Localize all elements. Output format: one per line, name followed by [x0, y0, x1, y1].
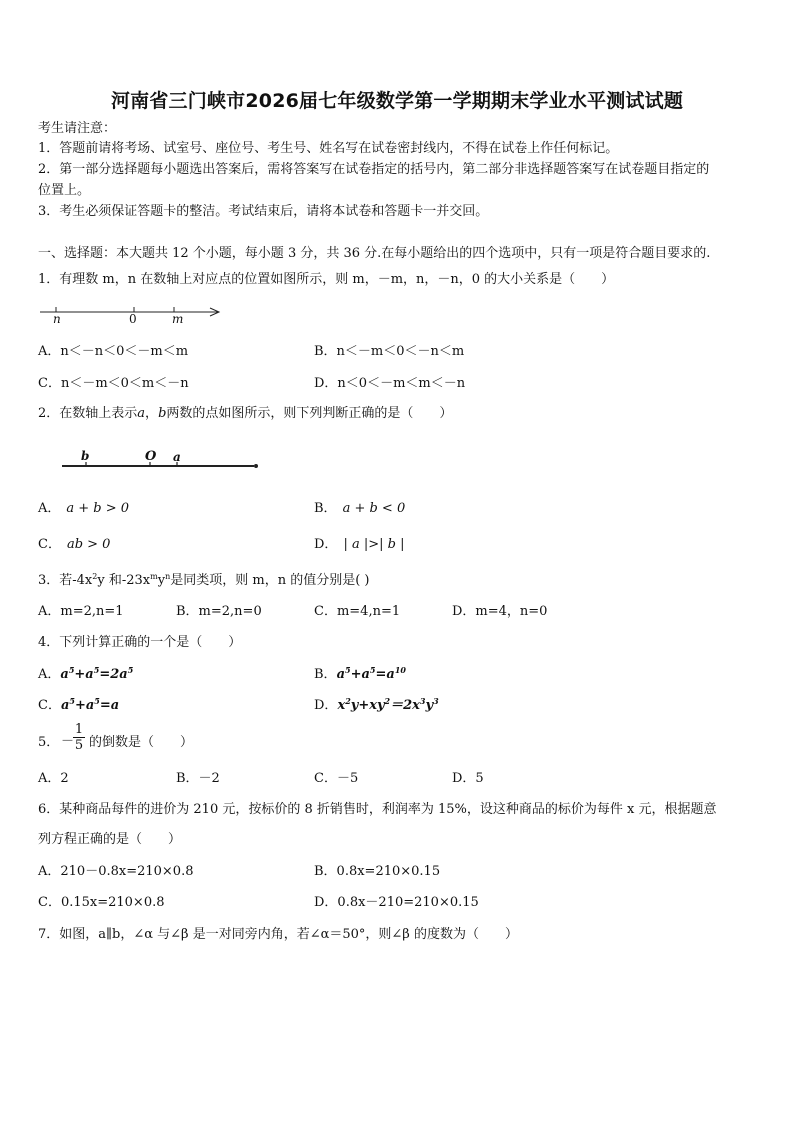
q3-stem-part: y — [157, 573, 166, 588]
option-label: C． — [38, 698, 61, 713]
q5-option-c: C．－5 — [314, 771, 359, 786]
q5-stem: 的倒数是（ ） — [89, 735, 194, 750]
q2-axis-label-a: a — [173, 450, 181, 464]
q3-option-d: D．m=4，n=0 — [452, 604, 548, 619]
notice-heading: 考生请注意： — [38, 121, 117, 136]
q3-exponent: m — [150, 572, 158, 581]
q1-option-c: C．n＜－m＜0＜m＜－n — [38, 376, 189, 391]
q1-axis-label-m: m — [172, 312, 184, 326]
q2-stem — [38, 406, 452, 422]
q2-var-a: a — [137, 406, 146, 421]
q6-option-a: A．210－0.8x=210×0.8 — [38, 864, 194, 879]
q1-option-b: B．n＜－m＜0＜－n＜m — [314, 344, 465, 359]
option-label: B． — [314, 501, 337, 516]
q2-option-d — [314, 537, 404, 553]
q2-stem-pre: 2．在数轴上表示 — [38, 406, 138, 421]
option-label: D． — [314, 698, 338, 713]
q5-fraction — [73, 722, 85, 753]
q3-option-c: C．m=4,n=1 — [314, 604, 401, 619]
q6-stem-line2: 列方程正确的是（ ） — [38, 832, 182, 847]
option-expression: a + b < 0 — [342, 501, 406, 516]
notice-item: 2．第一部分选择题每小题选出答案后，需将答案写在试卷指定的括号内，第二部分非选择题答案写在试卷题目指定的 — [38, 162, 710, 177]
q5-option-b: B．－2 — [176, 771, 220, 786]
notice-item: 3．考生必须保证答题卡的整洁。考试结束后，请将本试卷和答题卡一并交回。 — [38, 204, 489, 219]
option-expression: $a^5+a^5=a^{10}$ — [336, 665, 406, 682]
notice-item: 1．答题前请将考场、试室号、座位号、考生号、姓名写在试卷密封线内，不得在试卷上作任何标记。 — [38, 141, 619, 156]
q5-label: 5． — [38, 735, 60, 750]
q2-axis-label-b: b — [81, 449, 90, 463]
option-expression: ab > 0 — [66, 537, 111, 552]
q4-option-d — [314, 698, 439, 714]
option-label: D． — [314, 537, 338, 552]
option-expression: $a^5+a^5=2a^5$ — [60, 665, 134, 682]
q7-stem: 7．如图，a∥b，∠α 与∠β 是一对同旁内角，若∠α＝50°，则∠β 的度数为（ ） — [38, 927, 518, 942]
option-label: A． — [38, 667, 61, 682]
q5-option-d: D．5 — [452, 771, 484, 786]
section-heading: 一、选择题：本大题共 12 个小题，每小题 3 分，共 36 分.在每小题给出的四个选项中，只有一项是符合题目要求的. — [38, 246, 711, 261]
q3-exponent: 2 — [92, 572, 98, 581]
option-expression: | a |>| b | — [343, 537, 405, 552]
option-expression: a + b > 0 — [66, 501, 130, 516]
q4-stem: 4．下列计算正确的一个是（ ） — [38, 635, 242, 650]
option-label: C． — [38, 537, 61, 552]
q1-option-d: D．n＜0＜－m＜m＜－n — [314, 376, 466, 391]
q4-option-c — [38, 698, 119, 714]
option-expression: $a^5+a^5=a$ — [60, 696, 120, 713]
q6-option-d: D．0.8x－210=210×0.15 — [314, 895, 479, 910]
q1-stem: 1．有理数 m，n 在数轴上对应点的位置如图所示，则 m，－m，n，－n，0 的大小关系是（ ） — [38, 272, 615, 287]
q4-option-a — [38, 667, 133, 683]
q5-option-a: A．2 — [38, 771, 69, 786]
q5-minus-sign: － — [61, 734, 75, 749]
q4-option-b — [314, 667, 406, 683]
q2-stem-post: 两数的点如图所示，则下列判断正确的是（ ） — [166, 406, 453, 421]
q6-stem-line1: 6．某种商品每件的进价为 210 元，按标价的 8 折销售时，利润率为 15%，设这种商品的标价为每件 x 元，根据题意 — [38, 802, 717, 817]
option-expression: $x^2y+xy^2=2x^3y^3$ — [337, 696, 439, 713]
q2-option-b — [314, 501, 405, 517]
q3-stem-part: 3．若-4x — [38, 573, 93, 588]
q2-option-c — [38, 537, 110, 553]
q2-var-b: b — [158, 406, 167, 421]
option-label: B． — [314, 667, 337, 682]
notice-item: 位置上。 — [38, 183, 91, 198]
page-title: 河南省三门峡市2026届七年级数学第一学期期末学业水平测试试题 — [110, 90, 684, 112]
q1-axis-label-n: n — [53, 312, 61, 326]
q3-exponent: n — [165, 572, 171, 581]
q3-option-a: A．m=2,n=1 — [38, 604, 124, 619]
q1-axis-label-zero: 0 — [129, 312, 137, 326]
q2-axis-label-origin: O — [145, 449, 157, 464]
q2-sep: ， — [145, 406, 159, 421]
q5-denominator: 5 — [74, 738, 84, 753]
q6-option-b: B．0.8x=210×0.15 — [314, 864, 441, 879]
q3-stem-part: 是同类项，则 m，n 的值分别是( ) — [170, 573, 370, 588]
option-label: A． — [38, 501, 61, 516]
q6-option-c: C．0.15x=210×0.8 — [38, 895, 165, 910]
q1-option-a: A．n＜－n＜0＜－m＜m — [38, 344, 189, 359]
q5-numerator: 1 — [74, 722, 84, 737]
q3-stem — [38, 573, 369, 589]
q3-stem-part: y 和-23x — [97, 573, 151, 588]
q3-option-b: B．m=2,n=0 — [176, 604, 262, 619]
q2-option-a — [38, 501, 129, 517]
